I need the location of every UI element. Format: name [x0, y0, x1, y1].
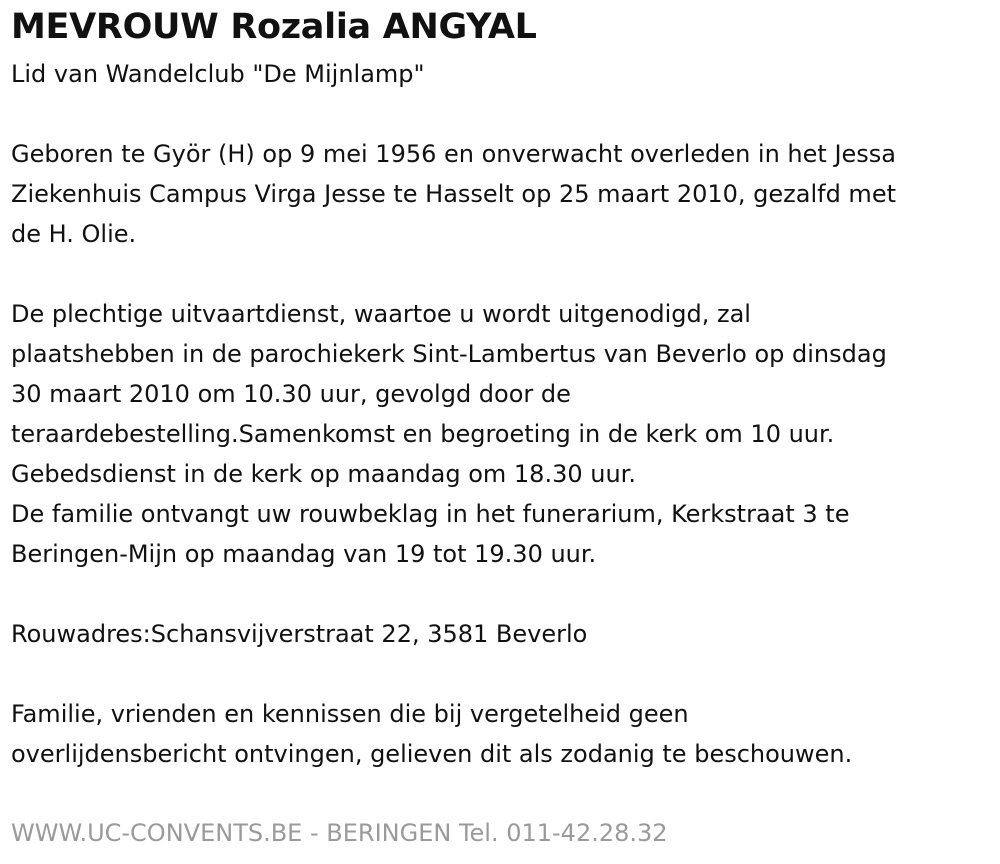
- mourning-address-paragraph: [11, 614, 996, 654]
- paragraph-line: De familie ontvangt uw rouwbeklag in het funerarium, Kerkstraat 3 te: [11, 500, 850, 528]
- footer-contact: WWW.UC-CONVENTS.BE - BERINGEN Tel. 011-42.28.32: [11, 819, 668, 847]
- paragraph-line: Familie, vrienden en kennissen die bij vergetelheid geen: [11, 700, 689, 728]
- paragraph-line: Beringen-Mijn op maandag van 19 tot 19.30 uur.: [11, 540, 597, 568]
- paragraph-line: de H. Olie.: [11, 220, 137, 248]
- funeral-service-paragraph: [11, 294, 996, 574]
- paragraph-line: teraardebestelling.Samenkomst en begroeting in de kerk om 10 uur.: [11, 420, 835, 448]
- paragraph-line: plaatshebben in de parochiekerk Sint-Lambertus van Beverlo op dinsdag: [11, 340, 887, 368]
- closing-paragraph: [11, 694, 996, 774]
- paragraph-line: Gebedsdienst in de kerk op maandag om 18.30 uur.: [11, 460, 636, 488]
- notice-title: MEVROUW Rozalia ANGYAL: [11, 7, 537, 47]
- paragraph-line: Geboren te Györ (H) op 9 mei 1956 en onverwacht overleden in het Jessa: [11, 140, 896, 168]
- paragraph-line: overlijdensbericht ontvingen, gelieven dit als zodanig te beschouwen.: [11, 740, 853, 768]
- birth-death-paragraph: [11, 134, 996, 254]
- paragraph-line: Ziekenhuis Campus Virga Jesse te Hasselt op 25 maart 2010, gezalfd met: [11, 180, 896, 208]
- paragraph-line: De plechtige uitvaartdienst, waartoe u wordt uitgenodigd, zal: [11, 300, 751, 328]
- notice-subtitle: Lid van Wandelclub "De Mijnlamp": [11, 60, 425, 88]
- paragraph-line: 30 maart 2010 om 10.30 uur, gevolgd door de: [11, 380, 571, 408]
- paragraph-line: Rouwadres:Schansvijverstraat 22, 3581 Beverlo: [11, 620, 588, 648]
